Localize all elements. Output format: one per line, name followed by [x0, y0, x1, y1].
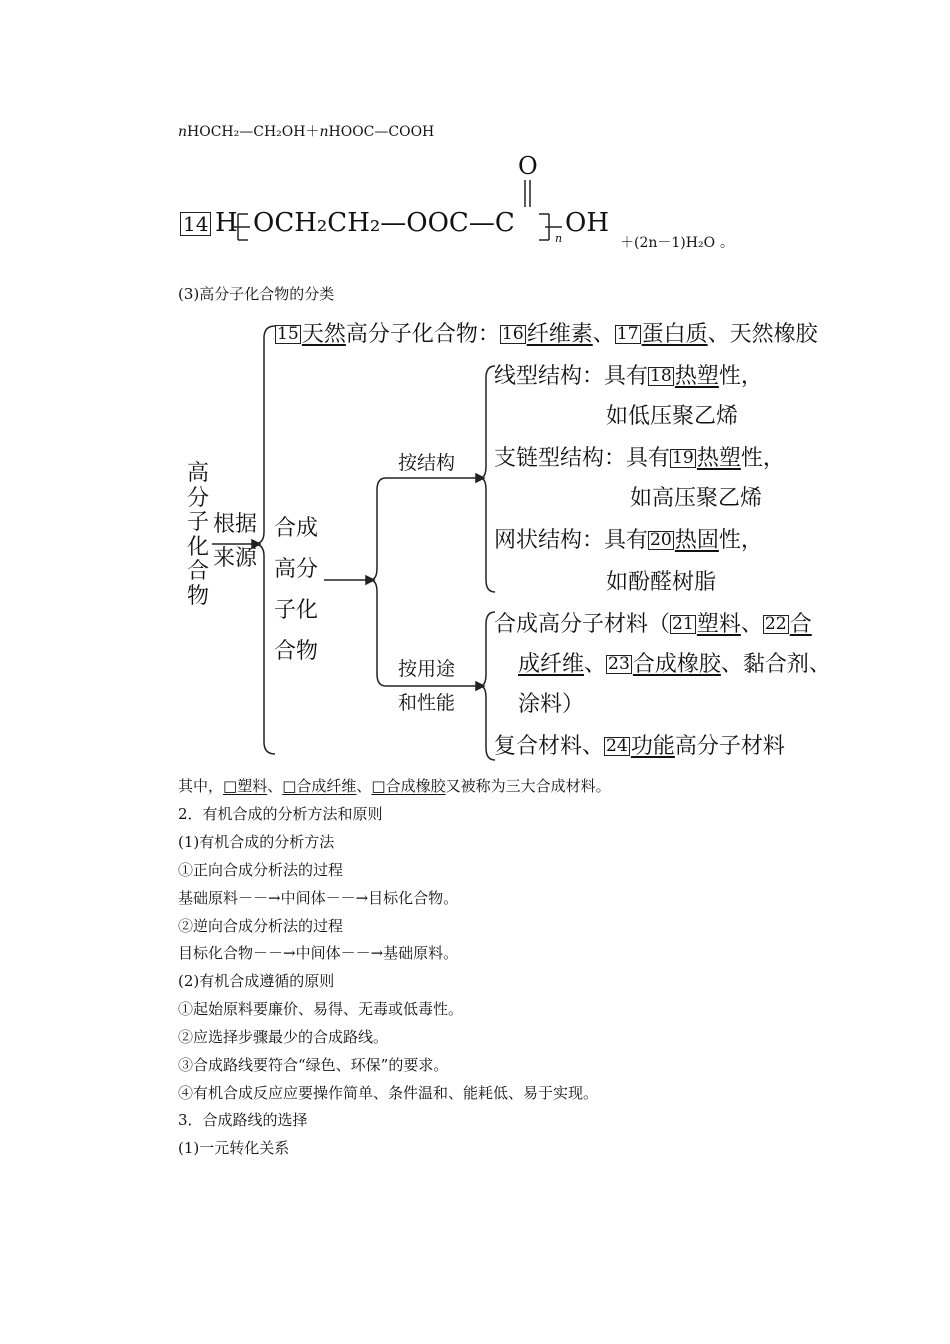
answer-box-17: 17: [616, 324, 639, 344]
para-1a: ①正向合成分析法的过程: [178, 861, 344, 879]
rule-2: ②应选择步骤最少的合成路线。: [178, 1028, 389, 1046]
coefficient-n: n: [178, 124, 188, 140]
coefficient-n: n: [319, 124, 329, 140]
rule-1: ①起始原料要廉价、易得、无毒或低毒性。: [178, 1000, 464, 1018]
water-byproduct: ＋(2n－1)H₂O: [620, 235, 716, 251]
tree-root-label: 高分子化合物: [186, 461, 209, 609]
hydrogen-end: H: [215, 208, 238, 238]
hydroxyl-end: OH: [565, 208, 609, 238]
answer-box-18: 18: [650, 366, 672, 386]
carbonyl-oxygen: O: [518, 152, 538, 180]
natural-polymer-row: 15 天然高分子化合物： 16 纤维素、 17 蛋白质、天然橡胶: [277, 322, 818, 347]
answer-box-20: 20: [650, 530, 672, 550]
oxalic-acid-formula: HOOC—COOH: [328, 124, 435, 140]
synthetic-materials-row-1: 合成高分子材料（ 21 塑料、 22 合: [494, 612, 812, 637]
para-1b-text: 目标化合物－－→中间体－－→基础原料。: [178, 944, 459, 962]
protein: 蛋白质: [641, 322, 708, 347]
section-3-title: (3)高分子化合物的分类: [178, 285, 335, 303]
natural-label: 天然: [301, 322, 346, 347]
by-use-label-2: 和性能: [398, 692, 456, 714]
linear-example: 如低压聚乙烯: [606, 404, 739, 429]
end-mark: 。: [720, 235, 734, 251]
ethylene-glycol-formula: HOCH₂—CH₂OH: [187, 124, 306, 140]
branched-structure-row: 支链型结构：具有 19 热塑性，: [494, 446, 785, 471]
answer-box-14: 14: [180, 212, 211, 236]
source-label-bottom: 来源: [213, 546, 258, 571]
para-1b: ②逆向合成分析法的过程: [178, 917, 344, 935]
para-1a-text: 基础原料－－→中间体－－→目标化合物。: [178, 889, 459, 907]
answer-box-23: 23: [608, 654, 630, 674]
cellulose: 纤维素: [526, 322, 593, 347]
answer-box-16: 16: [501, 324, 524, 344]
plus-sign: ＋: [305, 124, 320, 140]
answer-box-15: 15: [277, 324, 299, 344]
composite-materials-row: 复合材料、 24 功能高分子材料: [494, 734, 785, 759]
by-use-label-1: 按用途: [398, 658, 456, 680]
network-example: 如酚醛树脂: [606, 570, 717, 595]
heading-2: 2．有机合成的分析方法和原则: [178, 805, 383, 823]
repeat-unit: OCH₂CH₂—OOC—C: [253, 208, 515, 238]
rule-3: ③合成路线要符合“绿色、环保”的要求。: [178, 1056, 449, 1074]
para-3: (1)一元转化关系: [178, 1139, 290, 1157]
synthetic-materials-row-2: 成纤维、 23 合成橡胶、黏合剂、: [518, 652, 831, 677]
linear-structure-row: 线型结构：具有 18 热塑性，: [494, 364, 763, 389]
synthetic-materials-row-3: 涂料）: [518, 692, 585, 717]
para-1: (1)有机合成的分析方法: [178, 833, 335, 851]
three-materials-line: 其中，□塑料、□合成纤维、□合成橡胶又被称为三大合成材料。: [178, 777, 611, 795]
branched-example: 如高压聚乙烯: [630, 486, 763, 511]
answer-box-22: 22: [764, 614, 787, 634]
source-label-top: 根据: [213, 512, 258, 537]
answer-box-24: 24: [606, 736, 628, 756]
repeat-subscript-n: n: [555, 232, 563, 245]
synthetic-polymer-label: 合成高分子化合物: [274, 516, 319, 664]
heading-3: 3．合成路线的选择: [178, 1111, 308, 1129]
rule-4: ④有机合成反应应要操作简单、条件温和、能耗低、易于实现。: [178, 1084, 599, 1102]
answer-box-19: 19: [672, 448, 694, 468]
network-structure-row: 网状结构：具有 20 热固性，: [494, 528, 763, 553]
answer-box-21: 21: [672, 614, 694, 634]
by-structure-label: 按结构: [398, 452, 456, 474]
para-2: (2)有机合成遵循的原则: [178, 972, 335, 990]
